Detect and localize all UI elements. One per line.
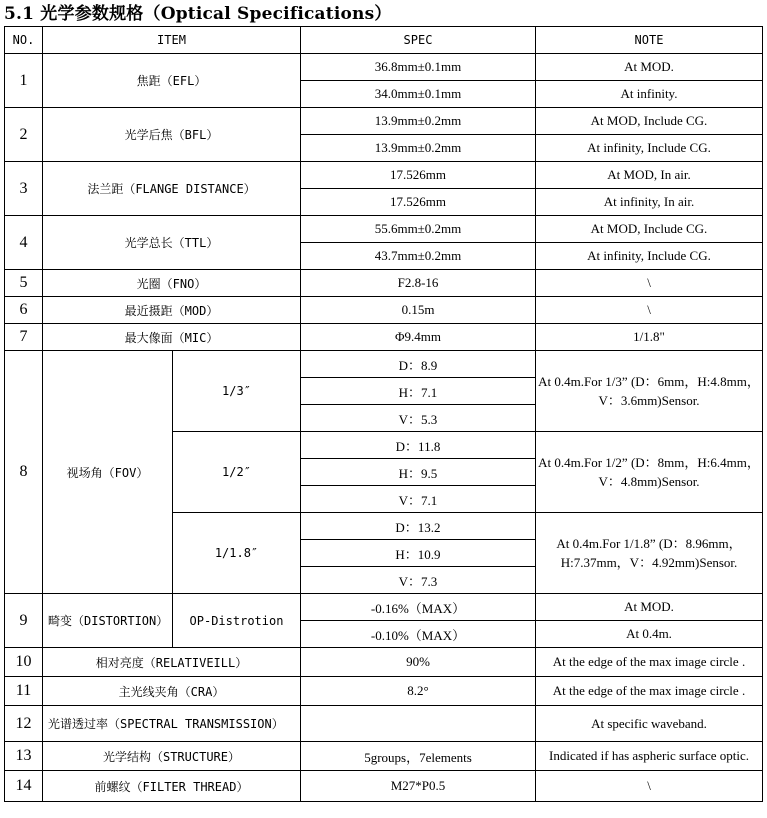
row-number: 2 — [5, 108, 43, 162]
spec-cell: V：7.1 — [301, 486, 536, 513]
table-row — [5, 270, 763, 297]
spec-cell: D：11.8 — [301, 432, 536, 459]
spec-cell: 17.526mm — [301, 189, 536, 216]
optical-spec-table — [4, 26, 763, 802]
row-number: 12 — [5, 706, 43, 742]
table-row — [5, 742, 763, 771]
item-cell: 相对亮度（RELATIVEILL） — [43, 648, 301, 677]
note-cell: At MOD, Include CG. — [536, 108, 763, 135]
table-row — [5, 594, 763, 621]
section-title: 5.1 光学参数规格（Optical Specifications） — [4, 4, 392, 24]
note-cell: \ — [536, 270, 763, 297]
table-row — [5, 297, 763, 324]
row-number: 7 — [5, 324, 43, 351]
spec-cell: V：5.3 — [301, 405, 536, 432]
header-note: NOTE — [536, 27, 763, 54]
item-cell: 主光线夹角（CRA） — [43, 677, 301, 706]
table-row — [5, 771, 763, 802]
item-cell: 前螺纹（FILTER THREAD） — [43, 771, 301, 802]
header-spec: SPEC — [301, 27, 536, 54]
row-number: 4 — [5, 216, 43, 270]
note-cell: \ — [536, 297, 763, 324]
row-number: 5 — [5, 270, 43, 297]
item-cell: 光圈（FNO） — [43, 270, 301, 297]
row-number: 6 — [5, 297, 43, 324]
note-cell: 1/1.8" — [536, 324, 763, 351]
note-cell: At infinity, Include CG. — [536, 135, 763, 162]
spec-cell: 34.0mm±0.1mm — [301, 81, 536, 108]
spec-cell: 13.9mm±0.2mm — [301, 108, 536, 135]
note-cell: At infinity. — [536, 81, 763, 108]
note-cell: At infinity, Include CG. — [536, 243, 763, 270]
header-no: NO. — [5, 27, 43, 54]
spec-cell: D：13.2 — [301, 513, 536, 540]
spec-cell: Φ9.4mm — [301, 324, 536, 351]
row-number: 13 — [5, 742, 43, 771]
note-cell: At 0.4m.For 1/1.8” (D：8.96mm，H:7.37mm，V：4.92mm)Sensor. — [536, 513, 763, 594]
note-cell: Indicated if has aspheric surface optic. — [536, 742, 763, 771]
table-row — [5, 216, 763, 243]
spec-cell: 5groups，7elements — [301, 742, 536, 771]
item-cell: 视场角（FOV） — [43, 351, 173, 594]
spec-cell: V：7.3 — [301, 567, 536, 594]
note-cell: At specific waveband. — [536, 706, 763, 742]
spec-cell: 0.15m — [301, 297, 536, 324]
item-cell: 焦距（EFL） — [43, 54, 301, 108]
note-cell: At 0.4m. — [536, 621, 763, 648]
spec-cell: H：9.5 — [301, 459, 536, 486]
sensor-size-cell: 1/3″ — [173, 351, 301, 432]
spec-cell: 90% — [301, 648, 536, 677]
row-number: 9 — [5, 594, 43, 648]
table-row — [5, 648, 763, 677]
note-cell: At 0.4m.For 1/2” (D：8mm，H:6.4mm，V：4.8mm)Sensor. — [536, 432, 763, 513]
note-cell: At MOD. — [536, 594, 763, 621]
note-cell: At MOD. — [536, 54, 763, 81]
spec-cell: H：7.1 — [301, 378, 536, 405]
spec-cell: -0.16%（MAX） — [301, 594, 536, 621]
table-row — [5, 324, 763, 351]
note-cell: At infinity, In air. — [536, 189, 763, 216]
note-cell: At MOD, In air. — [536, 162, 763, 189]
item-cell: 光学后焦（BFL） — [43, 108, 301, 162]
note-cell: At the edge of the max image circle . — [536, 648, 763, 677]
table-header-row — [5, 27, 763, 54]
table-row — [5, 54, 763, 81]
row-number: 8 — [5, 351, 43, 594]
note-cell: At MOD, Include CG. — [536, 216, 763, 243]
note-cell: At 0.4m.For 1/3” (D：6mm，H:4.8mm，V：3.6mm)Sensor. — [536, 351, 763, 432]
item-cell: 光谱透过率（SPECTRAL TRANSMISSION） — [43, 706, 301, 742]
sensor-size-cell: 1/1.8″ — [173, 513, 301, 594]
item-cell: 法兰距（FLANGE DISTANCE） — [43, 162, 301, 216]
table-row — [5, 162, 763, 189]
spec-cell: 17.526mm — [301, 162, 536, 189]
spec-cell: 13.9mm±0.2mm — [301, 135, 536, 162]
spec-cell: 8.2° — [301, 677, 536, 706]
note-cell: At the edge of the max image circle . — [536, 677, 763, 706]
spec-cell: -0.10%（MAX） — [301, 621, 536, 648]
row-number: 3 — [5, 162, 43, 216]
spec-cell: M27*P0.5 — [301, 771, 536, 802]
spec-cell: 36.8mm±0.1mm — [301, 54, 536, 81]
table-row — [5, 677, 763, 706]
spec-cell: D：8.9 — [301, 351, 536, 378]
spec-cell: 55.6mm±0.2mm — [301, 216, 536, 243]
table-row — [5, 108, 763, 135]
item-cell: 畸变（DISTORTION） — [43, 594, 173, 648]
sub-item-cell: OP-Distrotion — [173, 594, 301, 648]
header-item: ITEM — [43, 27, 301, 54]
table-row — [5, 706, 763, 742]
item-cell: 最大像面（MIC） — [43, 324, 301, 351]
sensor-size-cell: 1/2″ — [173, 432, 301, 513]
row-number: 1 — [5, 54, 43, 108]
item-cell: 光学结构（STRUCTURE） — [43, 742, 301, 771]
row-number: 14 — [5, 771, 43, 802]
spec-cell — [301, 706, 536, 742]
note-cell: \ — [536, 771, 763, 802]
item-cell: 最近摄距（MOD） — [43, 297, 301, 324]
row-number: 11 — [5, 677, 43, 706]
table-row — [5, 351, 763, 378]
spec-cell: F2.8-16 — [301, 270, 536, 297]
spec-cell: H：10.9 — [301, 540, 536, 567]
item-cell: 光学总长（TTL） — [43, 216, 301, 270]
row-number: 10 — [5, 648, 43, 677]
spec-cell: 43.7mm±0.2mm — [301, 243, 536, 270]
